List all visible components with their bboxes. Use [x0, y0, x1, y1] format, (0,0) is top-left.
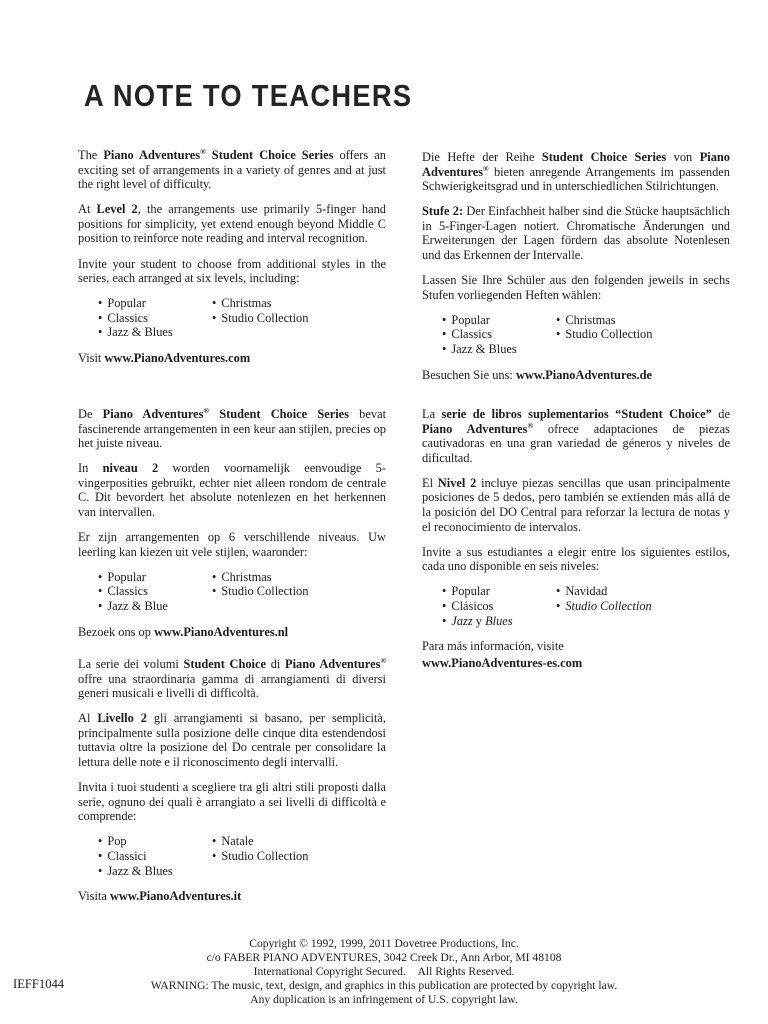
bullet-column	[212, 570, 308, 599]
bullet-item	[212, 849, 308, 864]
bullet-list	[78, 570, 386, 614]
bullet-dot: •	[556, 599, 561, 614]
bullet-item	[556, 584, 652, 599]
bullet-item	[98, 599, 386, 614]
text-segment: y	[472, 613, 486, 628]
text-segment: Popular	[107, 569, 146, 584]
text-segment: Studio Collection	[221, 584, 309, 599]
paragraph	[78, 202, 386, 246]
bullet-dot: •	[212, 310, 217, 325]
text-segment: La	[422, 407, 442, 421]
text-segment: offre una straordinaria gamma di arrangiamenti di diversi generi musicali e livelli di difficoltà.	[78, 671, 386, 701]
text-segment: Stufe 2:	[422, 204, 464, 219]
text-segment: Popular	[107, 296, 146, 311]
bullet-dot: •	[212, 834, 217, 849]
bullet-item	[556, 327, 652, 342]
paragraph	[78, 407, 386, 451]
text-segment: , the arrangements use primarily 5-finger hand positions for simplicity, yet extend enough beyond Middle C position to reinforce note reading and interval recognition.	[78, 202, 386, 246]
text-segment: Studio Collection	[221, 849, 309, 864]
text-segment: di	[266, 657, 286, 671]
text-segment: Studio Collection	[565, 327, 653, 342]
text-segment: Christmas	[221, 569, 272, 584]
paragraph	[422, 273, 730, 302]
text-segment: Die Hefte der Reihe	[422, 150, 542, 164]
bullet-dot: •	[556, 584, 561, 599]
text-segment: Piano Adventures	[285, 657, 381, 671]
text-segment: Invita i tuoi studenti a scegliere tra gli altri stili proposti dalla serie, ognuno dei quali è arrangiato a sei livelli di difficoltà e comprende:	[78, 780, 386, 824]
text-segment: Christmas	[221, 296, 272, 311]
text-segment: Studio Collection	[565, 599, 652, 614]
text-segment: Jazz & Blues	[107, 863, 173, 878]
bullet-column	[212, 834, 308, 863]
paragraph	[422, 407, 730, 465]
text-segment: El	[422, 475, 438, 490]
text-segment: Student Choice	[183, 657, 266, 671]
paragraph	[422, 204, 730, 262]
text-segment: Jazz & Blues	[107, 325, 173, 340]
text-segment: von	[666, 150, 700, 164]
block-german	[422, 150, 730, 384]
text-segment: Popular	[451, 584, 490, 599]
copyright-line: Copyright © 1992, 1999, 2011 Dovetree Productions, Inc.	[249, 937, 519, 950]
bullet-list	[422, 313, 730, 357]
page-title: A NOTE TO TEACHERS	[84, 78, 413, 113]
text-segment: Para más información, visite	[422, 639, 564, 654]
paragraph	[422, 476, 730, 534]
rights-line: International Copyright Secured. All Rights Reserved.	[253, 965, 515, 978]
bullet-dot: •	[212, 569, 217, 584]
text-segment: ®	[527, 420, 534, 430]
paragraph	[78, 530, 386, 559]
text-segment: Bezoek ons op	[78, 624, 155, 639]
bullet-item	[556, 599, 652, 614]
text-segment: Christmas	[565, 312, 616, 327]
paragraph	[422, 150, 730, 194]
text-segment: www.PianoAdventures.it	[109, 889, 242, 904]
text-segment: niveau 2	[102, 461, 159, 476]
bullet-item	[442, 342, 730, 357]
text-segment: Pop	[107, 834, 127, 849]
bullet-dot: •	[442, 599, 447, 614]
bullet-column	[212, 296, 308, 325]
bullet-item	[442, 614, 730, 629]
paragraph	[78, 780, 386, 824]
bullet-column	[556, 313, 652, 342]
bullet-dot: •	[98, 325, 103, 340]
block-english	[78, 148, 386, 368]
text-segment: Clásicos	[451, 599, 494, 614]
text-segment: Besuchen Sie uns:	[422, 367, 516, 382]
text-segment: Classics	[451, 327, 492, 342]
text-segment: Piano Adventures	[422, 150, 730, 179]
bullet-dot: •	[442, 312, 447, 327]
text-segment: offers an exciting set of arrangements in a variety of genres and at just the right level of difficulty.	[78, 148, 387, 192]
text-segment: Jazz & Blue	[107, 599, 168, 614]
bullet-dot: •	[212, 296, 217, 311]
warning-line: WARNING: The music, text, design, and graphics in this publication are protected by copyright law.	[150, 979, 618, 992]
bullet-dot: •	[442, 613, 447, 628]
text-segment: Jazz & Blues	[451, 342, 517, 357]
text-segment: Classics	[107, 584, 148, 599]
bullet-list	[422, 584, 730, 628]
block-spanish	[422, 407, 730, 672]
text-segment: ®	[380, 655, 387, 665]
text-segment: Piano Adventures	[422, 421, 528, 436]
bullet-dot: •	[442, 342, 447, 357]
text-segment: De	[78, 407, 103, 421]
text-segment: www.PianoAdventures.de	[515, 367, 653, 382]
bullet-dot: •	[98, 310, 103, 325]
text-segment: bevat fascinerende arrangementen in een keur aan stijlen, precies op het juiste niveau.	[78, 407, 387, 451]
text-segment: Invite a sus estudiantes a elegir entre los siguientes estilos, cada uno disponible en seis niveles:	[422, 544, 730, 574]
text-segment: ofrece adaptaciones de piezas cautivadoras en una gran variedad de géneros y niveles de dificultad.	[422, 421, 730, 465]
text-segment: Blues	[485, 613, 513, 628]
text-segment: serie de libros suplementarios “Student Choice”	[441, 407, 712, 421]
bullet-dot: •	[212, 849, 217, 864]
text-segment: Piano Adventures	[103, 148, 201, 162]
text-segment: Natale	[221, 834, 254, 849]
block-dutch	[78, 407, 386, 641]
bullet-dot: •	[98, 863, 103, 878]
bullet-dot: •	[442, 327, 447, 342]
text-segment: La serie dei volumi	[78, 657, 184, 671]
text-segment: Student Choice Series	[205, 148, 334, 162]
text-segment: Student Choice Series	[541, 150, 667, 164]
text-segment: Jazz	[451, 613, 473, 628]
bullet-item	[212, 570, 308, 585]
bullet-item	[98, 864, 386, 879]
text-segment: www.PianoAdventures.com	[104, 351, 251, 366]
duplication-line: Any duplication is an infringement of U.S. copyright law.	[250, 993, 518, 1006]
bullet-list	[78, 834, 386, 878]
text-segment: Al	[78, 711, 98, 726]
text-segment: Popular	[451, 312, 490, 327]
text-segment: Student Choice Series	[209, 407, 350, 421]
bullet-dot: •	[442, 584, 447, 599]
bullet-item	[556, 313, 652, 328]
copyright-footer	[0, 937, 768, 1007]
publisher-line: c/o FABER PIANO ADVENTURES, 3042 Creek Dr., Ann Arbor, MI 48108	[206, 951, 562, 964]
bullet-dot: •	[98, 599, 103, 614]
bullet-item	[212, 584, 308, 599]
bullet-item	[98, 325, 386, 340]
text-segment: Piano Adventures	[102, 407, 204, 421]
text-segment: At	[78, 202, 97, 217]
text-segment: Lassen Sie Ihre Schüler aus den folgenden jeweils in sechs Stufen vorliegenden Heften wählen:	[422, 273, 730, 302]
text-segment: ®	[203, 405, 210, 415]
text-segment: Der Einfachheit halber sind die Stücke hauptsächlich in 5-Finger-Lagen notiert. Chromatische Änderungen und Erweiterungen der Lagen fördern das absolute Notenlesen und das Erkennen der Intervalle.	[422, 204, 730, 263]
paragraph	[78, 625, 386, 640]
text-segment: Level 2	[96, 202, 138, 217]
text-segment: ®	[200, 146, 206, 156]
paragraph	[422, 639, 730, 654]
bullet-dot: •	[98, 584, 103, 599]
text-segment: Navidad	[565, 584, 608, 599]
text-segment: www.PianoAdventures.nl	[154, 624, 289, 639]
text-segment: ®	[483, 163, 489, 173]
paragraph	[78, 889, 386, 904]
bullet-dot: •	[98, 296, 103, 311]
text-segment: worden voornamelijk eenvoudige 5-vingerposities gebruikt, echter niet alleen rondom de centrale C. Dit bevordert het absolute notenlezen en het herkennen van intervallen.	[78, 461, 386, 520]
text-segment: Invite your student to choose from additional styles in the series, each arranged at six levels, including:	[78, 256, 386, 286]
catalog-code: IEFF1044	[13, 977, 65, 991]
paragraph	[78, 257, 386, 286]
text-segment: Er zijn arrangementen op 6 verschillende niveaus. Uw leerling kan kiezen uit vele stijlen, waaronder:	[78, 530, 386, 559]
text-segment: Classici	[107, 849, 147, 864]
bullet-dot: •	[556, 327, 561, 342]
paragraph	[78, 711, 386, 769]
paragraph	[422, 368, 730, 383]
bullet-column	[556, 584, 652, 613]
bullet-item	[212, 834, 308, 849]
text-segment: Visit	[78, 351, 105, 366]
text-segment: incluye piezas sencillas que usan principalmente posiciones de 5 dedos, pero también se extienden más allá de la posición del DO Central para reforzar la lectura de notas y el reconocimiento de intervalos.	[422, 475, 730, 534]
bullet-dot: •	[556, 312, 561, 327]
paragraph	[422, 545, 730, 574]
text-segment: de	[711, 407, 731, 421]
bullet-item	[212, 296, 308, 311]
bullet-item	[212, 311, 308, 326]
text-segment: Livello 2	[97, 711, 147, 726]
text-segment: gli arrangiamenti si basano, per semplicità, principalmente sulla posizione delle cinque dita estendendosi tuttavia oltre la posizione del Do centrale per consolidare la lettura delle note e il riconoscimento degli intervalli.	[78, 711, 386, 770]
paragraph	[78, 657, 386, 701]
paragraph	[78, 351, 386, 366]
text-segment: bieten anregende Arrangements im passenden Schwierigkeitsgrad und in unterschiedlichen Stilrichtungen.	[422, 164, 730, 194]
bullet-dot: •	[98, 569, 103, 584]
paragraph	[78, 461, 386, 519]
text-segment: Classics	[107, 310, 148, 325]
text-segment: In	[78, 461, 103, 476]
paragraph	[422, 656, 730, 671]
block-italian	[78, 657, 386, 906]
text-segment: Nivel 2	[437, 475, 477, 490]
text-segment: The	[78, 148, 104, 162]
text-segment: Visita	[78, 889, 110, 904]
paragraph	[78, 148, 386, 192]
bullet-dot: •	[98, 834, 103, 849]
text-segment: www.PianoAdventures-es.com	[422, 655, 583, 670]
bullet-dot: •	[98, 849, 103, 864]
bullet-dot: •	[212, 584, 217, 599]
text-segment: Studio Collection	[221, 310, 309, 325]
bullet-list	[78, 296, 386, 340]
